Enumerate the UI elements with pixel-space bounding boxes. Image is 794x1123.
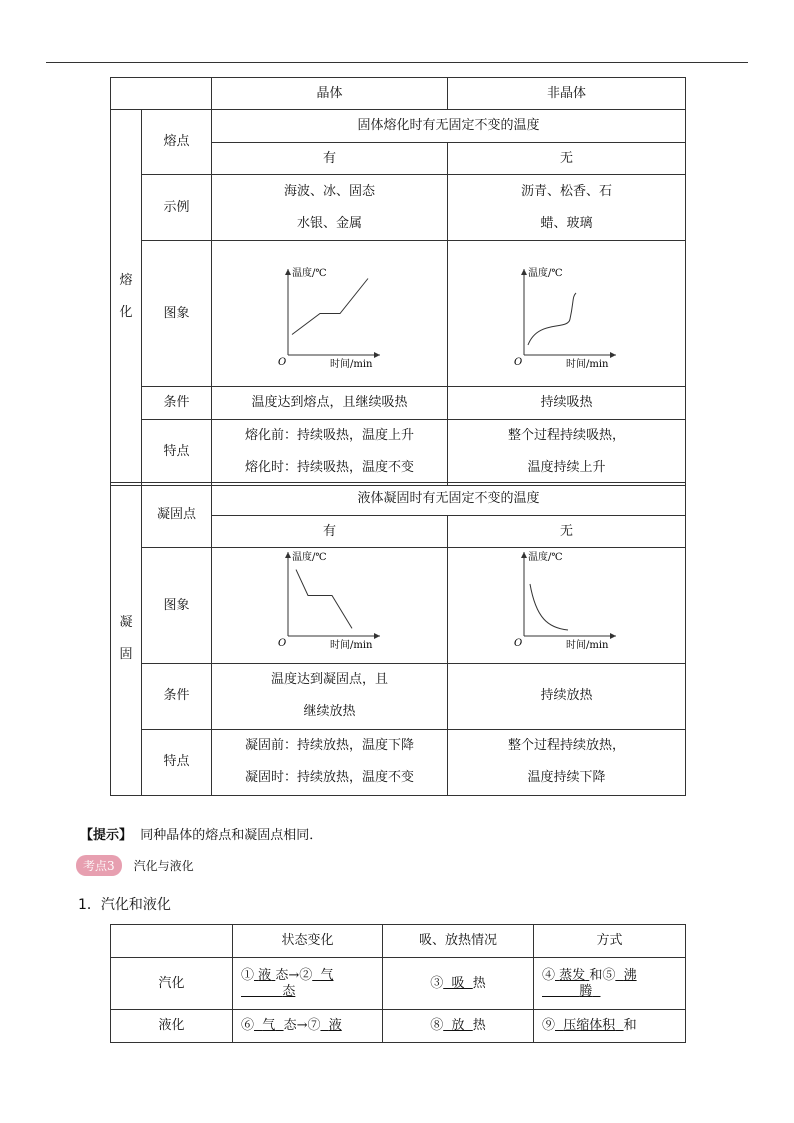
solid-crystal-graph: [212, 548, 448, 658]
melt-char-2: 化: [119, 305, 133, 321]
solidification-table: [110, 482, 686, 796]
solid-no: 无: [448, 516, 686, 548]
section-title: 1．汽化和液化: [78, 897, 171, 913]
x-axis-label: 时间/min: [566, 359, 609, 370]
t2-vaporize-heat: ③ 吸 热: [383, 958, 534, 1010]
solid-char-2: 固: [119, 646, 133, 662]
vaporization-table: [110, 924, 686, 1043]
melt-char-1: 熔: [119, 273, 133, 289]
solid-feat-amorphous: 整个过程持续放热， 温度持续下降: [448, 729, 686, 795]
t2-liquefy-change: ⑥ 气 态→⑦ 液: [233, 1010, 383, 1043]
t2-vaporize-change: ① 液 态→② 气 态: [233, 958, 383, 1010]
graph-solid-crystal: [212, 548, 448, 664]
feature-label-melt: 特点: [142, 419, 212, 485]
melt-group-label: [111, 110, 142, 486]
curve-line: [528, 293, 576, 345]
melt-feat-crystal: 熔化前：持续吸热，温度上升 熔化时：持续吸热，温度不变: [212, 419, 448, 485]
melt-yes: 有: [212, 143, 448, 175]
cond-label-solid: 条件: [142, 663, 212, 729]
solid-question: 液体凝固时有无固定不变的温度: [212, 483, 686, 516]
melt-question: 固体熔化时有无固定不变的温度: [212, 110, 686, 143]
solid-yes: 有: [212, 516, 448, 548]
t2-corner: [111, 925, 233, 958]
head-amorphous: 非晶体: [448, 78, 686, 110]
corner-cell: [111, 78, 212, 110]
graph-label-melt: 图象: [142, 241, 212, 387]
t2-liquefy-way: ⑨ 压缩体积 和: [534, 1010, 686, 1043]
melt-cond-crystal: 温度达到熔点，且继续吸热: [212, 386, 448, 419]
curve-line: [530, 584, 568, 630]
y-axis-label: 温度/℃: [528, 552, 563, 563]
t2-head-heat: 吸、放热情况: [383, 925, 534, 958]
t2-head-change: 状态变化: [233, 925, 383, 958]
melt-feat-amorphous: 整个过程持续吸热， 温度持续上升: [448, 419, 686, 485]
tip-label: 【提示】: [80, 828, 133, 843]
t2-head-way: 方式: [534, 925, 686, 958]
melt-cond-amorphous: 持续吸热: [448, 386, 686, 419]
origin-label: O: [514, 638, 523, 649]
solid-char-1: 凝: [119, 614, 133, 630]
example-label: 示例: [142, 175, 212, 241]
origin-label: O: [278, 357, 287, 368]
y-axis-label: 温度/℃: [292, 268, 327, 279]
tip-block: [80, 824, 322, 843]
t2-vaporize-way: ④ 蒸发 和⑤ 沸 腾: [534, 958, 686, 1010]
tip-text: 同种晶体的熔点和凝固点相同．: [140, 828, 323, 843]
kaodian-heading: [76, 855, 194, 876]
y-axis-label: 温度/℃: [528, 268, 563, 279]
solid-cond-amorphous: 持续放热: [448, 663, 686, 729]
x-axis-label: 时间/min: [330, 359, 373, 370]
t2-row-vaporize: 汽化: [111, 958, 233, 1010]
curve-line: [292, 279, 368, 335]
t2-liquefy-heat: ⑧ 放 热: [383, 1010, 534, 1043]
origin-label: O: [278, 638, 287, 649]
melting-solidification-table: [110, 77, 686, 486]
cond-label-melt: 条件: [142, 386, 212, 419]
melt-crystal-graph: [212, 241, 448, 381]
y-axis-label: 温度/℃: [292, 552, 327, 563]
melt-no: 无: [448, 143, 686, 175]
origin-label: O: [514, 357, 523, 368]
graph-label-solid: 图象: [142, 548, 212, 664]
x-axis-label: 时间/min: [330, 640, 373, 651]
kaodian-badge: 考点3: [76, 855, 122, 876]
x-axis-label: 时间/min: [566, 640, 609, 651]
solid-group-label: [111, 483, 142, 796]
solid-point-label: 凝固点: [142, 483, 212, 548]
solid-cond-crystal: 温度达到凝固点，且 继续放热: [212, 663, 448, 729]
top-rule: [46, 62, 748, 63]
curve-line: [296, 570, 352, 629]
graph-melt-amorphous: [448, 241, 686, 387]
feature-label-solid: 特点: [142, 729, 212, 795]
graph-solid-amorphous: [448, 548, 686, 664]
head-crystal: 晶体: [212, 78, 448, 110]
melt-point-label: 熔点: [142, 110, 212, 175]
example-crystal: 海波、冰、固态 水银、金属: [212, 175, 448, 241]
example-amorphous: 沥青、松香、石 蜡、玻璃: [448, 175, 686, 241]
kaodian-title: 汽化与液化: [133, 859, 194, 873]
melt-amorphous-graph: [448, 241, 686, 381]
solid-feat-crystal: 凝固前：持续放热，温度下降 凝固时：持续放热，温度不变: [212, 729, 448, 795]
graph-melt-crystal: [212, 241, 448, 387]
t2-row-liquefy: 液化: [111, 1010, 233, 1043]
solid-amorphous-graph: [448, 548, 686, 658]
